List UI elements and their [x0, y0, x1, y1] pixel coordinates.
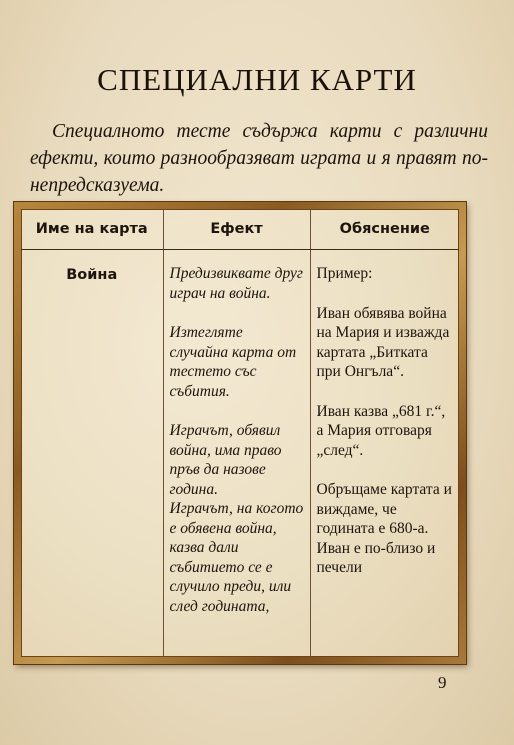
table-parchment: [21, 209, 459, 657]
page-title: СПЕЦИАЛНИ КАРТИ: [97, 62, 417, 97]
effect-paragraph: Играчът, обявил война, има право пръв да назове година.: [169, 422, 282, 498]
table-row: [21, 250, 459, 658]
explanation-paragraph: Обръщаме картата и виждаме, че годината е 680-а.: [316, 481, 452, 537]
explanation-cell: [310, 250, 459, 658]
explanation-paragraph: Иван казва „681 г.“, а Мария отговаря „след“.: [316, 402, 446, 459]
explanation-paragraph: Иван е по-близо и печели: [316, 539, 436, 576]
card-name-cell: Война: [21, 250, 163, 658]
effect-cell: [163, 250, 310, 658]
page-number: 9: [438, 673, 447, 692]
effect-paragraph: Изтегляте случайна карта от тестето със събития.: [169, 324, 297, 400]
header-effect: Ефект: [163, 209, 310, 250]
special-cards-table: [21, 209, 459, 657]
intro-paragraph: Специалното тесте съдържа карти с различни ефекти, които разнообразяват играта и я правят по-непредсказуема.: [30, 121, 488, 196]
table-frame: [14, 202, 466, 664]
header-card-name: Име на карта: [21, 209, 163, 250]
effect-paragraph: Играчът, на когото е обявена война, казва дали събитието се е случило преди, или след годината,: [169, 500, 304, 615]
header-explanation: Обяснение: [310, 209, 459, 250]
table-header-row: [21, 209, 459, 250]
effect-paragraph: Предизвиквате друг играч на война.: [169, 265, 303, 302]
explanation-paragraph: Пример:: [316, 265, 373, 282]
explanation-paragraph: Иван обявява война на Мария и изважда картата „Битката при Онгъла“.: [316, 304, 450, 380]
